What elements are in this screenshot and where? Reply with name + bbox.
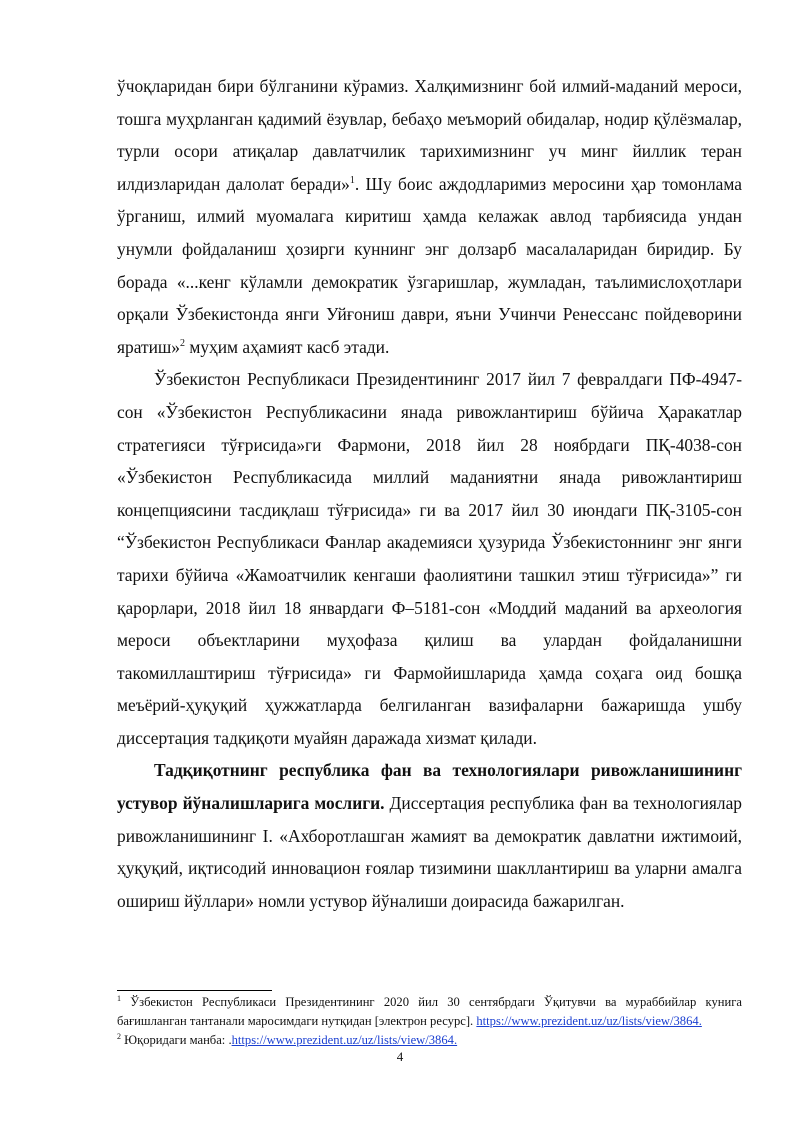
footnote-2 — [117, 1031, 742, 1050]
footnote-2-mark: 2 — [117, 1031, 121, 1041]
footnote-2-text: Юқоридаги манба: . — [121, 1033, 232, 1047]
main-text — [117, 70, 742, 917]
footnote-ref-2[interactable]: 2 — [179, 337, 185, 349]
paragraph-1-part-b: . Шу боис аждодларимиз меросини ҳар томонлама ўрганиш, илмий муомалага киритиш ҳамда келажак авлод тарбиясида ундан унумли фойдаланиш ҳозирги куннинг энг долзарб масалаларидан биридир. Бу борада «...кенг кўламли демократик ўзгаришлар, жумладан, таълимислоҳотлари орқали Ўзбекистонда янги Уйғониш даври, яъни Учинчи Ренессанс пойдеворини яратиш» — [117, 173, 742, 357]
paragraph-2: Ўзбекистон Республикаси Президентининг 2017 йил 7 февралдаги ПФ-4947-сон «Ўзбекистон Республикасини янада ривожлантириш бўйича Ҳаракатлар стратегияси тўғрисида»ги Фармони, 2018 йил 28 ноябрдаги ПҚ-4038-сон «Ўзбекистон Республикасида миллий маданиятни янада ривожлантириш концепциясини тасдиқлаш тўғрисида» ги ва 2017 йил 30 июндаги ПҚ-3105-сон “Ўзбекистон Республикаси Фанлар академияси ҳузурида Ўзбекистоннинг энг янги тарихи бўйича «Жамоатчилик кенгаши фаолиятини ташкил этиш тўғрисида»” ги қарорлари, 2018 йил 18 январдаги Ф–5181-сон «Моддий маданий ва археология мероси объектларини муҳофаза қилиш ва улардан фойдаланишни такомиллаштириш тўғрисида» ги Фармойишларида ҳамда соҳага оид бошқа меъёрий-ҳуқуқий ҳужжатларда белгиланган вазифаларни бажаришда ушбу диссертация тадқиқоти муайян даражада хизмат қилади. — [117, 369, 742, 748]
paragraph-1 — [117, 70, 742, 363]
footnote-1-mark: 1 — [117, 993, 121, 1003]
paragraph-1-part-c: муҳим аҳамият касб этади. — [184, 336, 390, 357]
paragraph-3-text: Диссертация республика фан ва технологиялар ривожланишининг I. «Ахборотлашган жамият ва демократик давлатни ижтимоий, ҳуқуқий, иқтисодий инновацион ғоялар тизимини шакллантириш ва уларни амалга ошириш йўллари» номли устувор йўналиши доирасида бажарилган. — [117, 793, 742, 911]
section-heading: Тадқиқотнинг республика фан ва технологиялари ривожланишининг устувор йўналишларига мослиги. — [117, 760, 742, 814]
page-number: 4 — [396, 1049, 404, 1064]
footnote-separator — [117, 990, 272, 991]
footnote-1 — [117, 993, 742, 1031]
paragraph-1-part-a: ўчоқларидан бири бўлганини кўрамиз. Халқимизнинг бой илмий-маданий мероси, тошга муҳрланган қадимий ёзувлар, бебаҳо меъморий обидалар, нодир қўлёзмалар, турли осори атиқалар давлатчилик тарихимизнинг уч минг йиллик теран илдизларидан далолат беради» — [117, 76, 742, 194]
paragraph-3 — [117, 754, 742, 917]
footnote-1-link[interactable]: https://www.prezident.uz/uz/lists/view/3864. — [476, 1014, 702, 1028]
footnotes — [117, 993, 742, 1050]
footnote-ref-1[interactable]: 1 — [349, 174, 355, 186]
footnote-1-text: Ўзбекистон Республикаси Президентининг 2020 йил 30 сентябрдаги Ўқитувчи ва мураббийлар кунига бағишланган тантанали маросимдаги нутқидан [электрон ресурс]. — [117, 995, 742, 1028]
footnote-2-link[interactable]: https://www.prezident.uz/uz/lists/view/3864. — [231, 1033, 458, 1047]
